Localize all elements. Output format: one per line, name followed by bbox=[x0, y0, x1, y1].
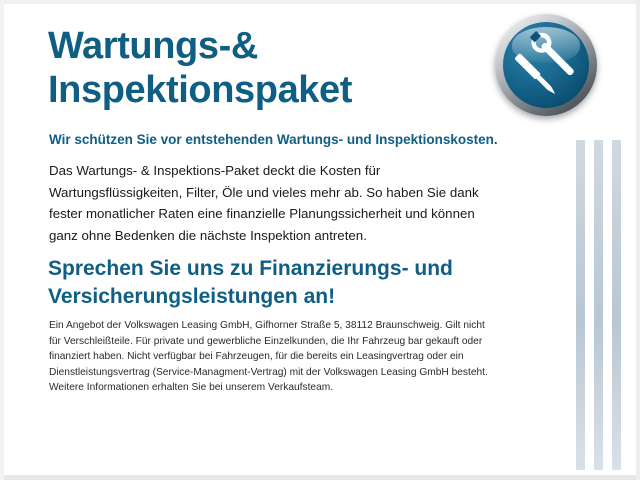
legal-disclaimer: Ein Angebot der Volkswagen Leasing GmbH, Gifhorner Straße 5, 38112 Braunschweig. Gilt nicht für Verschleißteile. Für private und gewerbliche Einzelkunden, die Ihr Fahrzeug bar gekauft oder finanziert haben. Nicht verfügbar bei Fahrzeugen, für die bereits ein Leasingvertrag oder ein Dienstleistungsvertrag (Service-Managment-Vertrag) mit der Volkswagen Leasing GmbH besteht. Weitere Informationen erhalten Sie bei unserem Verkaufsteam. bbox=[49, 320, 488, 393]
body-paragraph: Das Wartungs- & Inspektions-Paket deckt die Kosten für Wartungsflüssigkeiten, Filter, Öle und vieles mehr ab. So haben Sie dank fester monatlicher Raten eine finanzielle Planungssicherheit und können ganz ohne Bedenken die nächste Inspektion antreten. bbox=[49, 163, 479, 243]
service-badge bbox=[495, 14, 597, 116]
page-edge-right bbox=[636, 0, 640, 480]
stripe-1 bbox=[576, 140, 585, 470]
page-edge-left bbox=[0, 0, 4, 480]
cta-line-1: Sprechen Sie uns zu Finanzierungs- und bbox=[48, 257, 453, 280]
stripe-3 bbox=[612, 140, 621, 470]
page-edge-top bbox=[0, 0, 640, 4]
call-to-action bbox=[48, 255, 508, 311]
page-edge-bottom bbox=[0, 475, 640, 480]
headline-line-2: Inspektionspaket bbox=[48, 69, 353, 111]
headline-line-1: Wartungs-& bbox=[48, 25, 258, 67]
stripe-2 bbox=[594, 140, 603, 470]
subheading: Wir schützen Sie vor entstehenden Wartungs- und Inspektionskosten. bbox=[49, 132, 498, 147]
wrench-screwdriver-icon bbox=[503, 22, 589, 108]
cta-line-2: Versicherungsleistungen an! bbox=[48, 285, 336, 308]
decorative-stripes bbox=[576, 140, 632, 470]
page-title bbox=[48, 24, 478, 112]
